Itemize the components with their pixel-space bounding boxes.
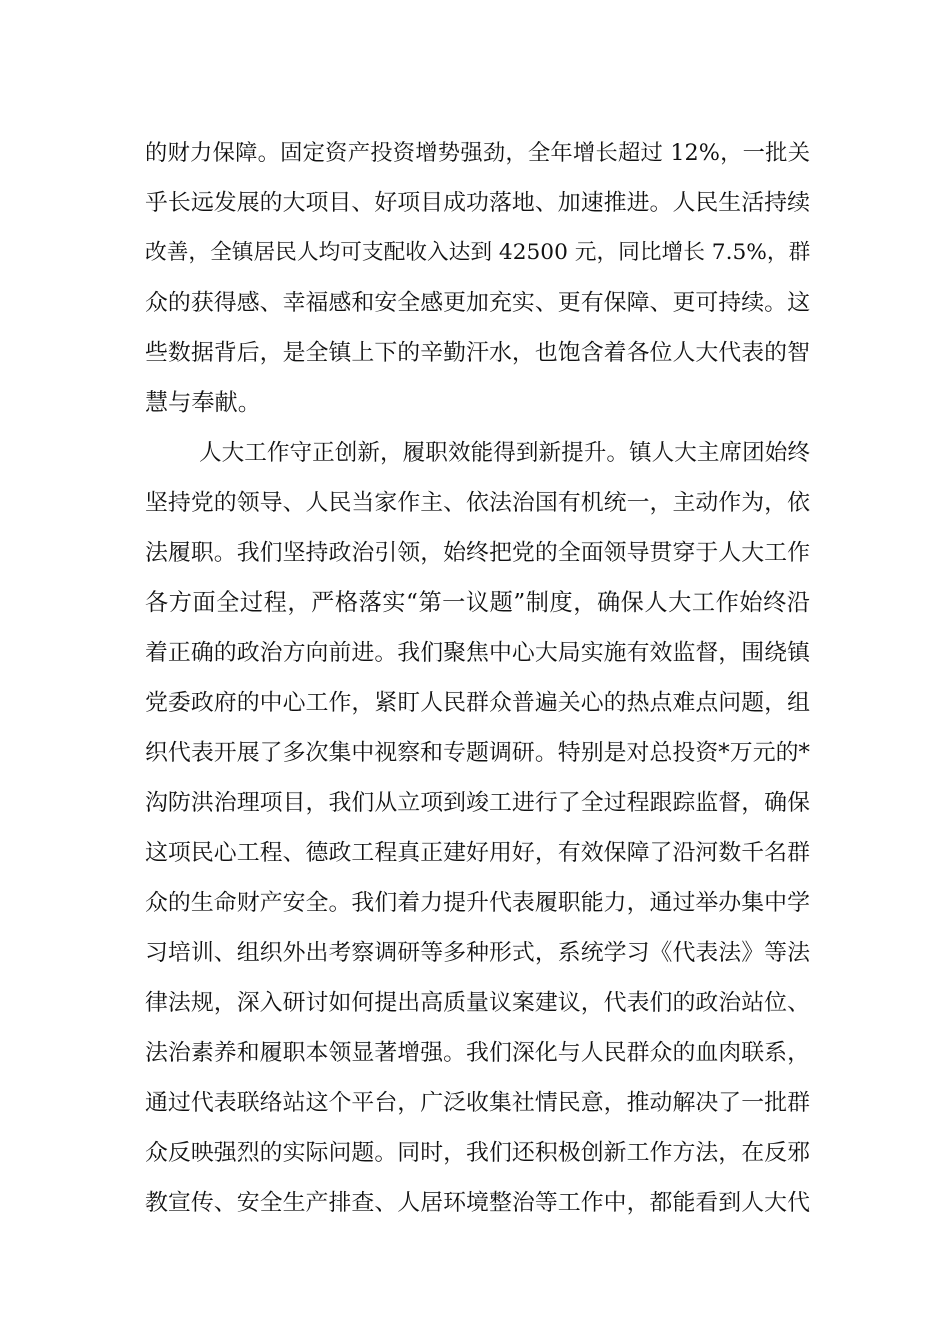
text-line: 织代表开展了多次集中视察和专题调研。特别是对总投资*万元的* — [145, 740, 810, 766]
text-line: 慧与奉献。 — [145, 389, 261, 416]
text-line: 律法规，深入研讨如何提出高质量议案建议，代表们的政治站位、 — [145, 990, 810, 1016]
text-line: 坚持党的领导、人民当家作主、依法治国有机统一，主动作为，依 — [145, 490, 810, 516]
text-line: 沟防洪治理项目，我们从立项到竣工进行了全过程跟踪监督，确保 — [145, 790, 810, 816]
paragraph-1 — [145, 128, 810, 428]
text-line: 党委政府的中心工作，紧盯人民群众普遍关心的热点难点问题，组 — [145, 690, 810, 716]
text-line: 乎长远发展的大项目、好项目成功落地、加速推进。人民生活持续 — [145, 190, 810, 216]
text-line: 各方面全过程，严格落实“第一议题”制度，确保人大工作始终沿 — [145, 589, 810, 616]
text-line: 教宣传、安全生产排查、人居环境整治等工作中，都能看到人大代 — [145, 1190, 810, 1216]
text-line: 通过代表联络站这个平台，广泛收集社情民意，推动解决了一批群 — [145, 1090, 810, 1116]
text-line: 习培训、组织外出考察调研等多种形式，系统学习《代表法》等法 — [145, 940, 810, 966]
text-line: 众的获得感、幸福感和安全感更加充实、更有保障、更可持续。这 — [145, 290, 810, 316]
text-line: 众的生命财产安全。我们着力提升代表履职能力，通过举办集中学 — [145, 890, 810, 916]
text-line: 些数据背后，是全镇上下的辛勤汗水，也饱含着各位人大代表的智 — [145, 340, 810, 366]
paragraph-2 — [145, 428, 810, 1228]
text-line: 着正确的政治方向前进。我们聚焦中心大局实施有效监督，围绕镇 — [145, 640, 810, 666]
text-line: 法履职。我们坚持政治引领，始终把党的全面领导贯穿于人大工作 — [145, 540, 810, 566]
text-line: 人大工作守正创新，履职效能得到新提升。镇人大主席团始终 — [199, 440, 810, 466]
document-body — [145, 128, 810, 1228]
text-line: 改善，全镇居民人均可支配收入达到 42500 元，同比增长 7.5%，群 — [145, 240, 811, 265]
text-line: 法治素养和履职本领显著增强。我们深化与人民群众的血肉联系， — [145, 1040, 810, 1066]
text-line: 众反映强烈的实际问题。同时，我们还积极创新工作方法，在反邪 — [145, 1140, 810, 1166]
text-line: 这项民心工程、德政工程真正建好用好，有效保障了沿河数千名群 — [145, 840, 810, 866]
text-line: 的财力保障。固定资产投资增势强劲，全年增长超过 12%，一批关 — [145, 140, 810, 166]
